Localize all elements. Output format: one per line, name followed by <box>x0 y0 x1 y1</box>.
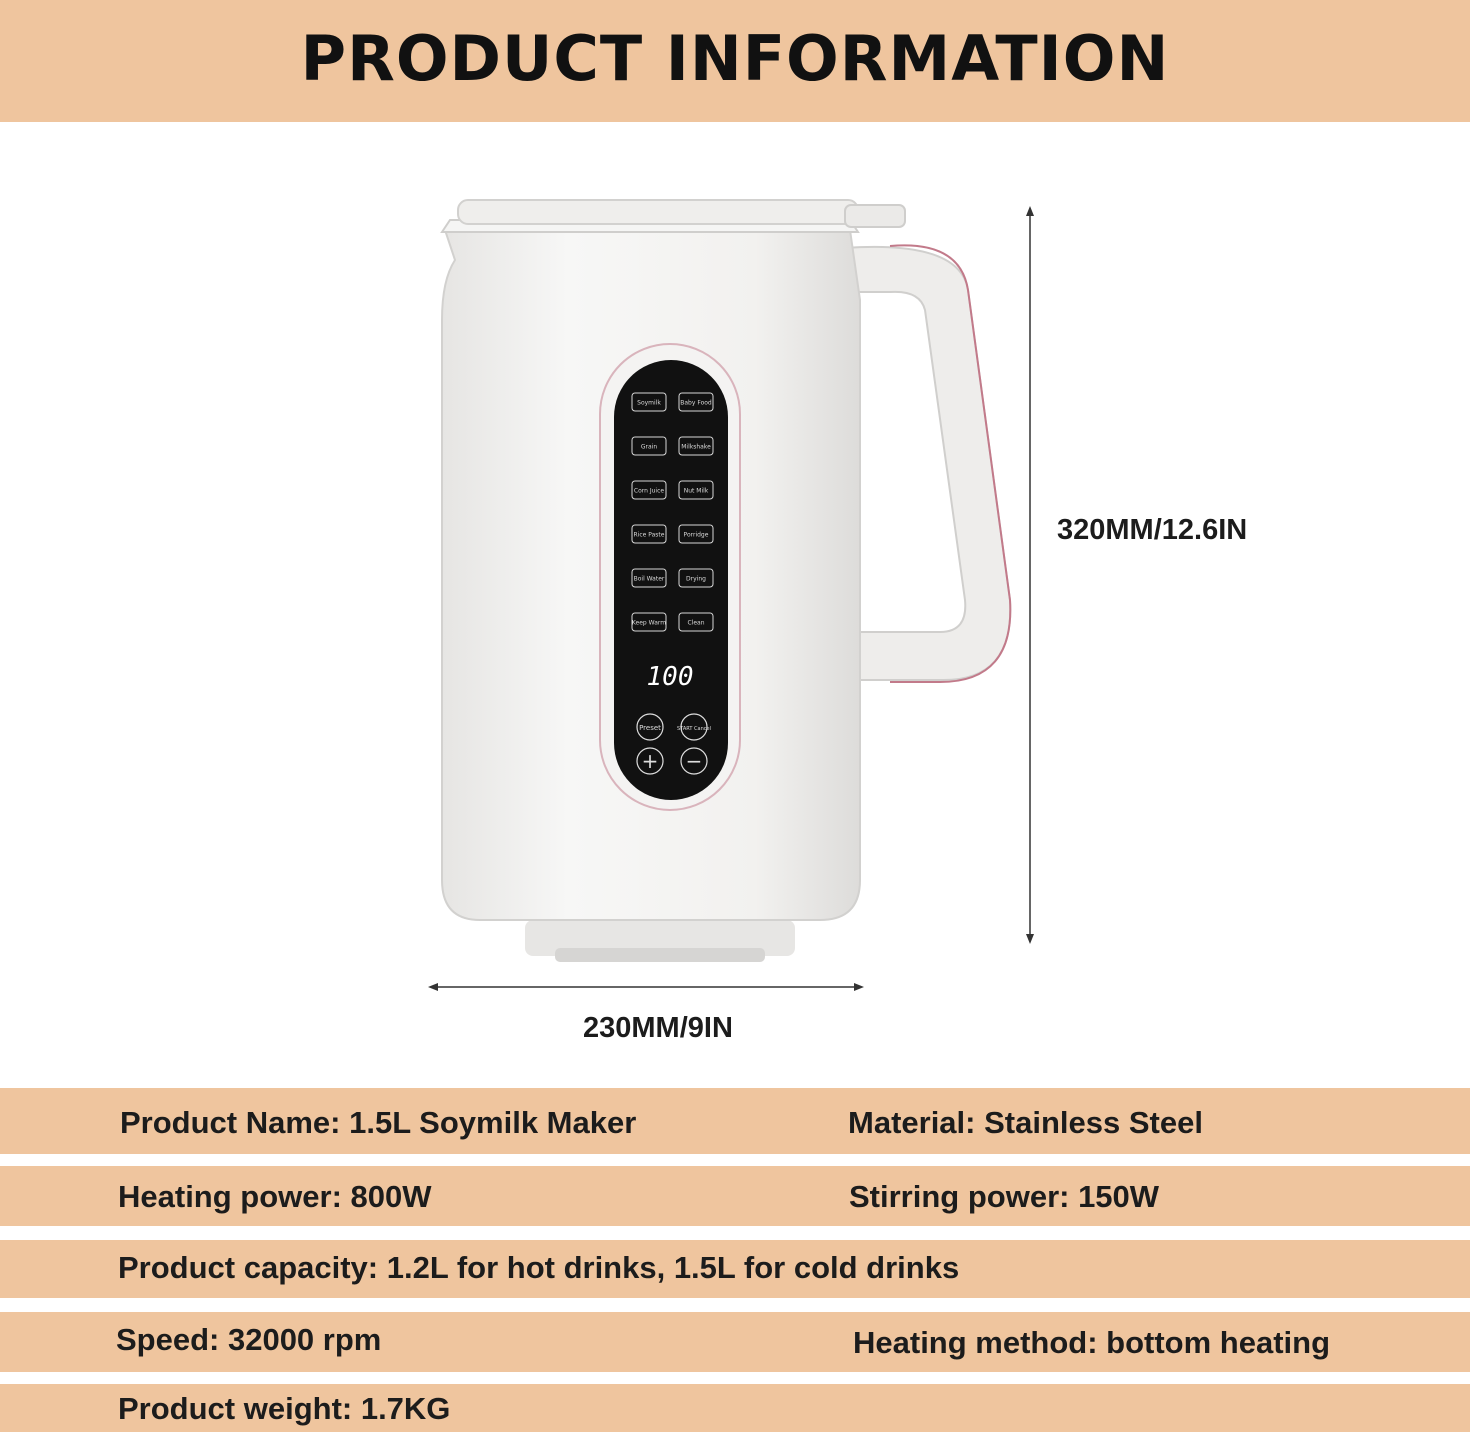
lid <box>458 200 858 224</box>
spec-capacity: Product capacity: 1.2L for hot drinks, 1.5L for cold drinks <box>118 1250 960 1285</box>
spec-material: Material: Stainless Steel <box>848 1105 1203 1140</box>
panel-display: 100 <box>646 662 694 692</box>
svg-text:+: + <box>641 749 659 773</box>
lid-latch <box>845 205 905 227</box>
svg-text:START Cancel: START Cancel <box>677 726 711 732</box>
program-button-label: Nut Milk <box>683 487 709 495</box>
program-button-label: Drying <box>686 575 706 583</box>
program-button-label: Clean <box>687 619 705 627</box>
height-label: 320MM/12.6IN <box>1057 514 1248 546</box>
control-panel <box>614 360 728 800</box>
spec-heating-power: Heating power: 800W <box>118 1179 432 1214</box>
base-feet <box>525 920 795 962</box>
width-label: 230MM/9IN <box>583 1012 733 1044</box>
program-button-label: Soymilk <box>637 399 661 407</box>
svg-text:Preset: Preset <box>639 724 661 732</box>
program-button-label: Rice Paste <box>633 531 665 539</box>
spec-product-name: Product Name: 1.5L Soymilk Maker <box>120 1105 637 1140</box>
handle <box>845 245 1010 682</box>
program-button-label: Porridge <box>683 531 709 539</box>
spec-speed: Speed: 32000 rpm <box>116 1322 382 1357</box>
spec-weight: Product weight: 1.7KG <box>118 1391 451 1426</box>
program-button-label: Keep Warm <box>631 619 667 627</box>
soymilk-maker-image <box>420 180 1020 970</box>
height-dimension-line <box>1026 206 1034 944</box>
program-button-label: Baby Food <box>680 399 712 407</box>
page-title: PRODUCT INFORMATION <box>300 22 1170 95</box>
program-button-label: Milkshake <box>681 443 711 451</box>
spec-stirring-power: Stirring power: 150W <box>849 1179 1160 1214</box>
program-button-label: Corn Juice <box>633 487 665 495</box>
program-button-label: Boil Water <box>633 575 665 583</box>
svg-text:−: − <box>685 749 703 773</box>
width-dimension-line <box>428 983 864 991</box>
program-button-label: Grain <box>640 443 658 451</box>
spec-heating-method: Heating method: bottom heating <box>853 1325 1331 1360</box>
